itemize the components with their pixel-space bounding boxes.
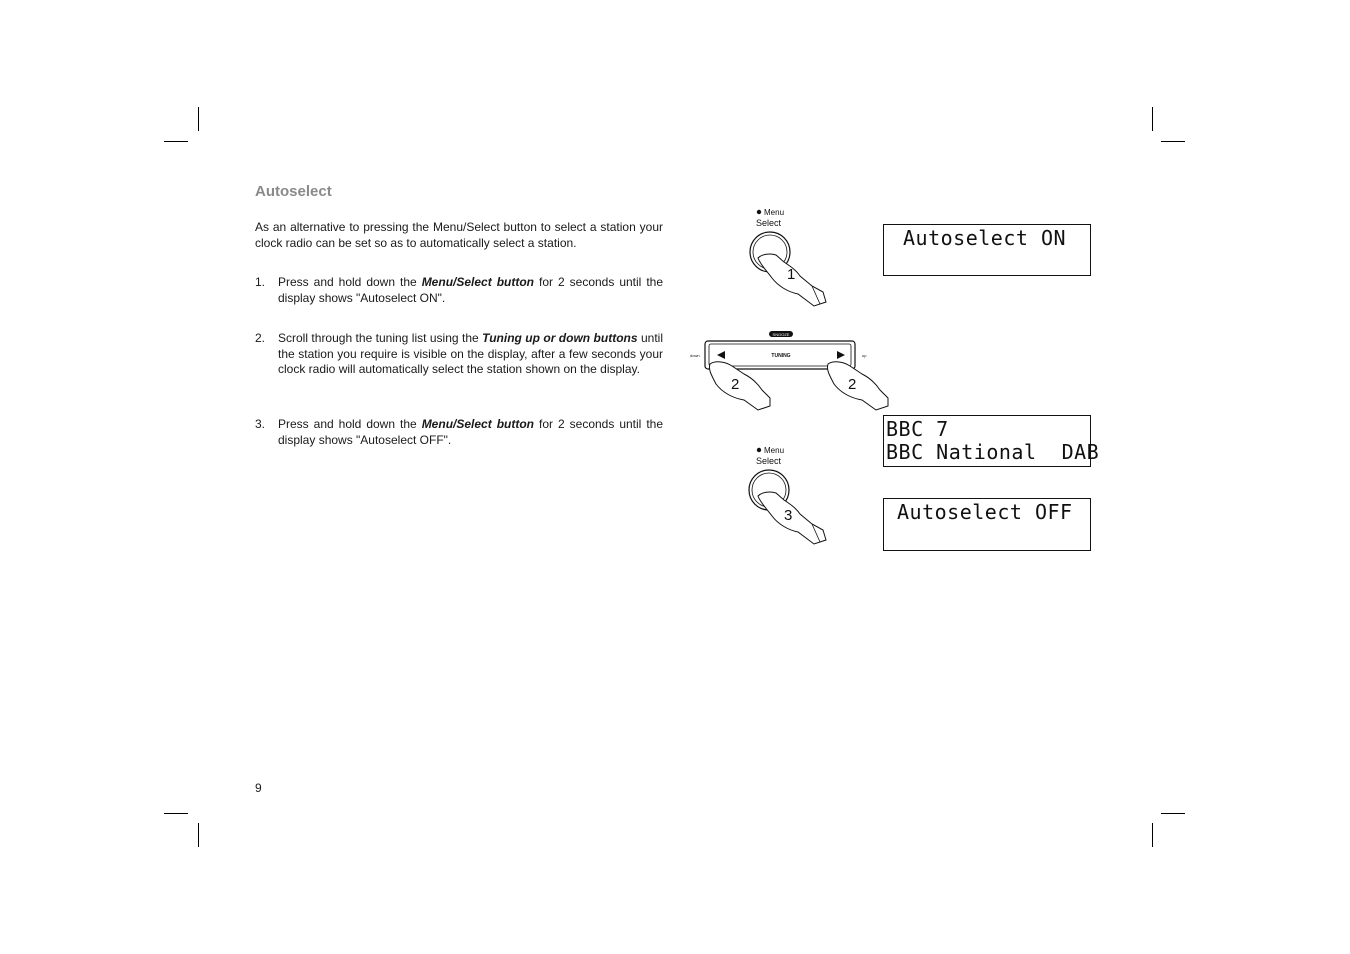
lcd-line-1: Autoselect OFF	[897, 500, 1073, 524]
lcd-display-station	[883, 415, 1100, 467]
step-text: Scroll through the tuning list using the Tuning up or down buttons until the station you require is visible on the display, after a few seconds your clock radio will automatically select the station shown on the display.	[278, 331, 663, 376]
step-text: Press and hold down the Menu/Select button for 2 seconds until the display shows "Autoselect OFF".	[278, 417, 664, 447]
up-label: up	[862, 353, 867, 358]
step-number: 2.	[255, 331, 266, 345]
step-number: 1.	[255, 275, 266, 289]
tuning-buttons-illustration	[690, 331, 888, 410]
menu-select-button-illustration	[750, 208, 826, 306]
down-label: down	[690, 353, 700, 358]
lcd-line-1: Autoselect ON	[903, 226, 1067, 250]
step-text: Press and hold down the Menu/Select button for 2 seconds until the display shows "Autoselect ON".	[278, 275, 664, 305]
lcd-display-autoselect-on	[883, 224, 1091, 276]
hand-step-number: 1	[787, 266, 796, 283]
select-label: Select	[756, 456, 782, 466]
hand-step-number: 2	[848, 376, 857, 393]
tuning-label: TUNING	[771, 353, 791, 359]
select-label: Select	[756, 218, 782, 228]
lcd-display-autoselect-off	[883, 498, 1091, 551]
menu-label: Menu	[764, 208, 785, 217]
section-title: Autoselect	[255, 183, 332, 200]
menu-select-button-illustration	[749, 446, 826, 544]
intro-paragraph: As an alternative to pressing the Menu/Select button to select a station your clock radio can be set so as to automatically select a station.	[255, 220, 663, 250]
page-number: 9	[255, 781, 262, 795]
step-number: 3.	[255, 417, 266, 431]
lcd-line-1: BBC 7	[886, 417, 949, 441]
lcd-line-2: BBC National DAB	[886, 440, 1100, 464]
snooze-label: SNOOZE	[772, 332, 790, 337]
indicator-dot-icon	[757, 448, 761, 452]
pressing-hand-icon	[827, 362, 888, 410]
hand-step-number: 2	[731, 376, 740, 393]
menu-label: Menu	[764, 446, 785, 455]
indicator-dot-icon	[757, 210, 761, 214]
hand-step-number: 3	[784, 507, 793, 524]
